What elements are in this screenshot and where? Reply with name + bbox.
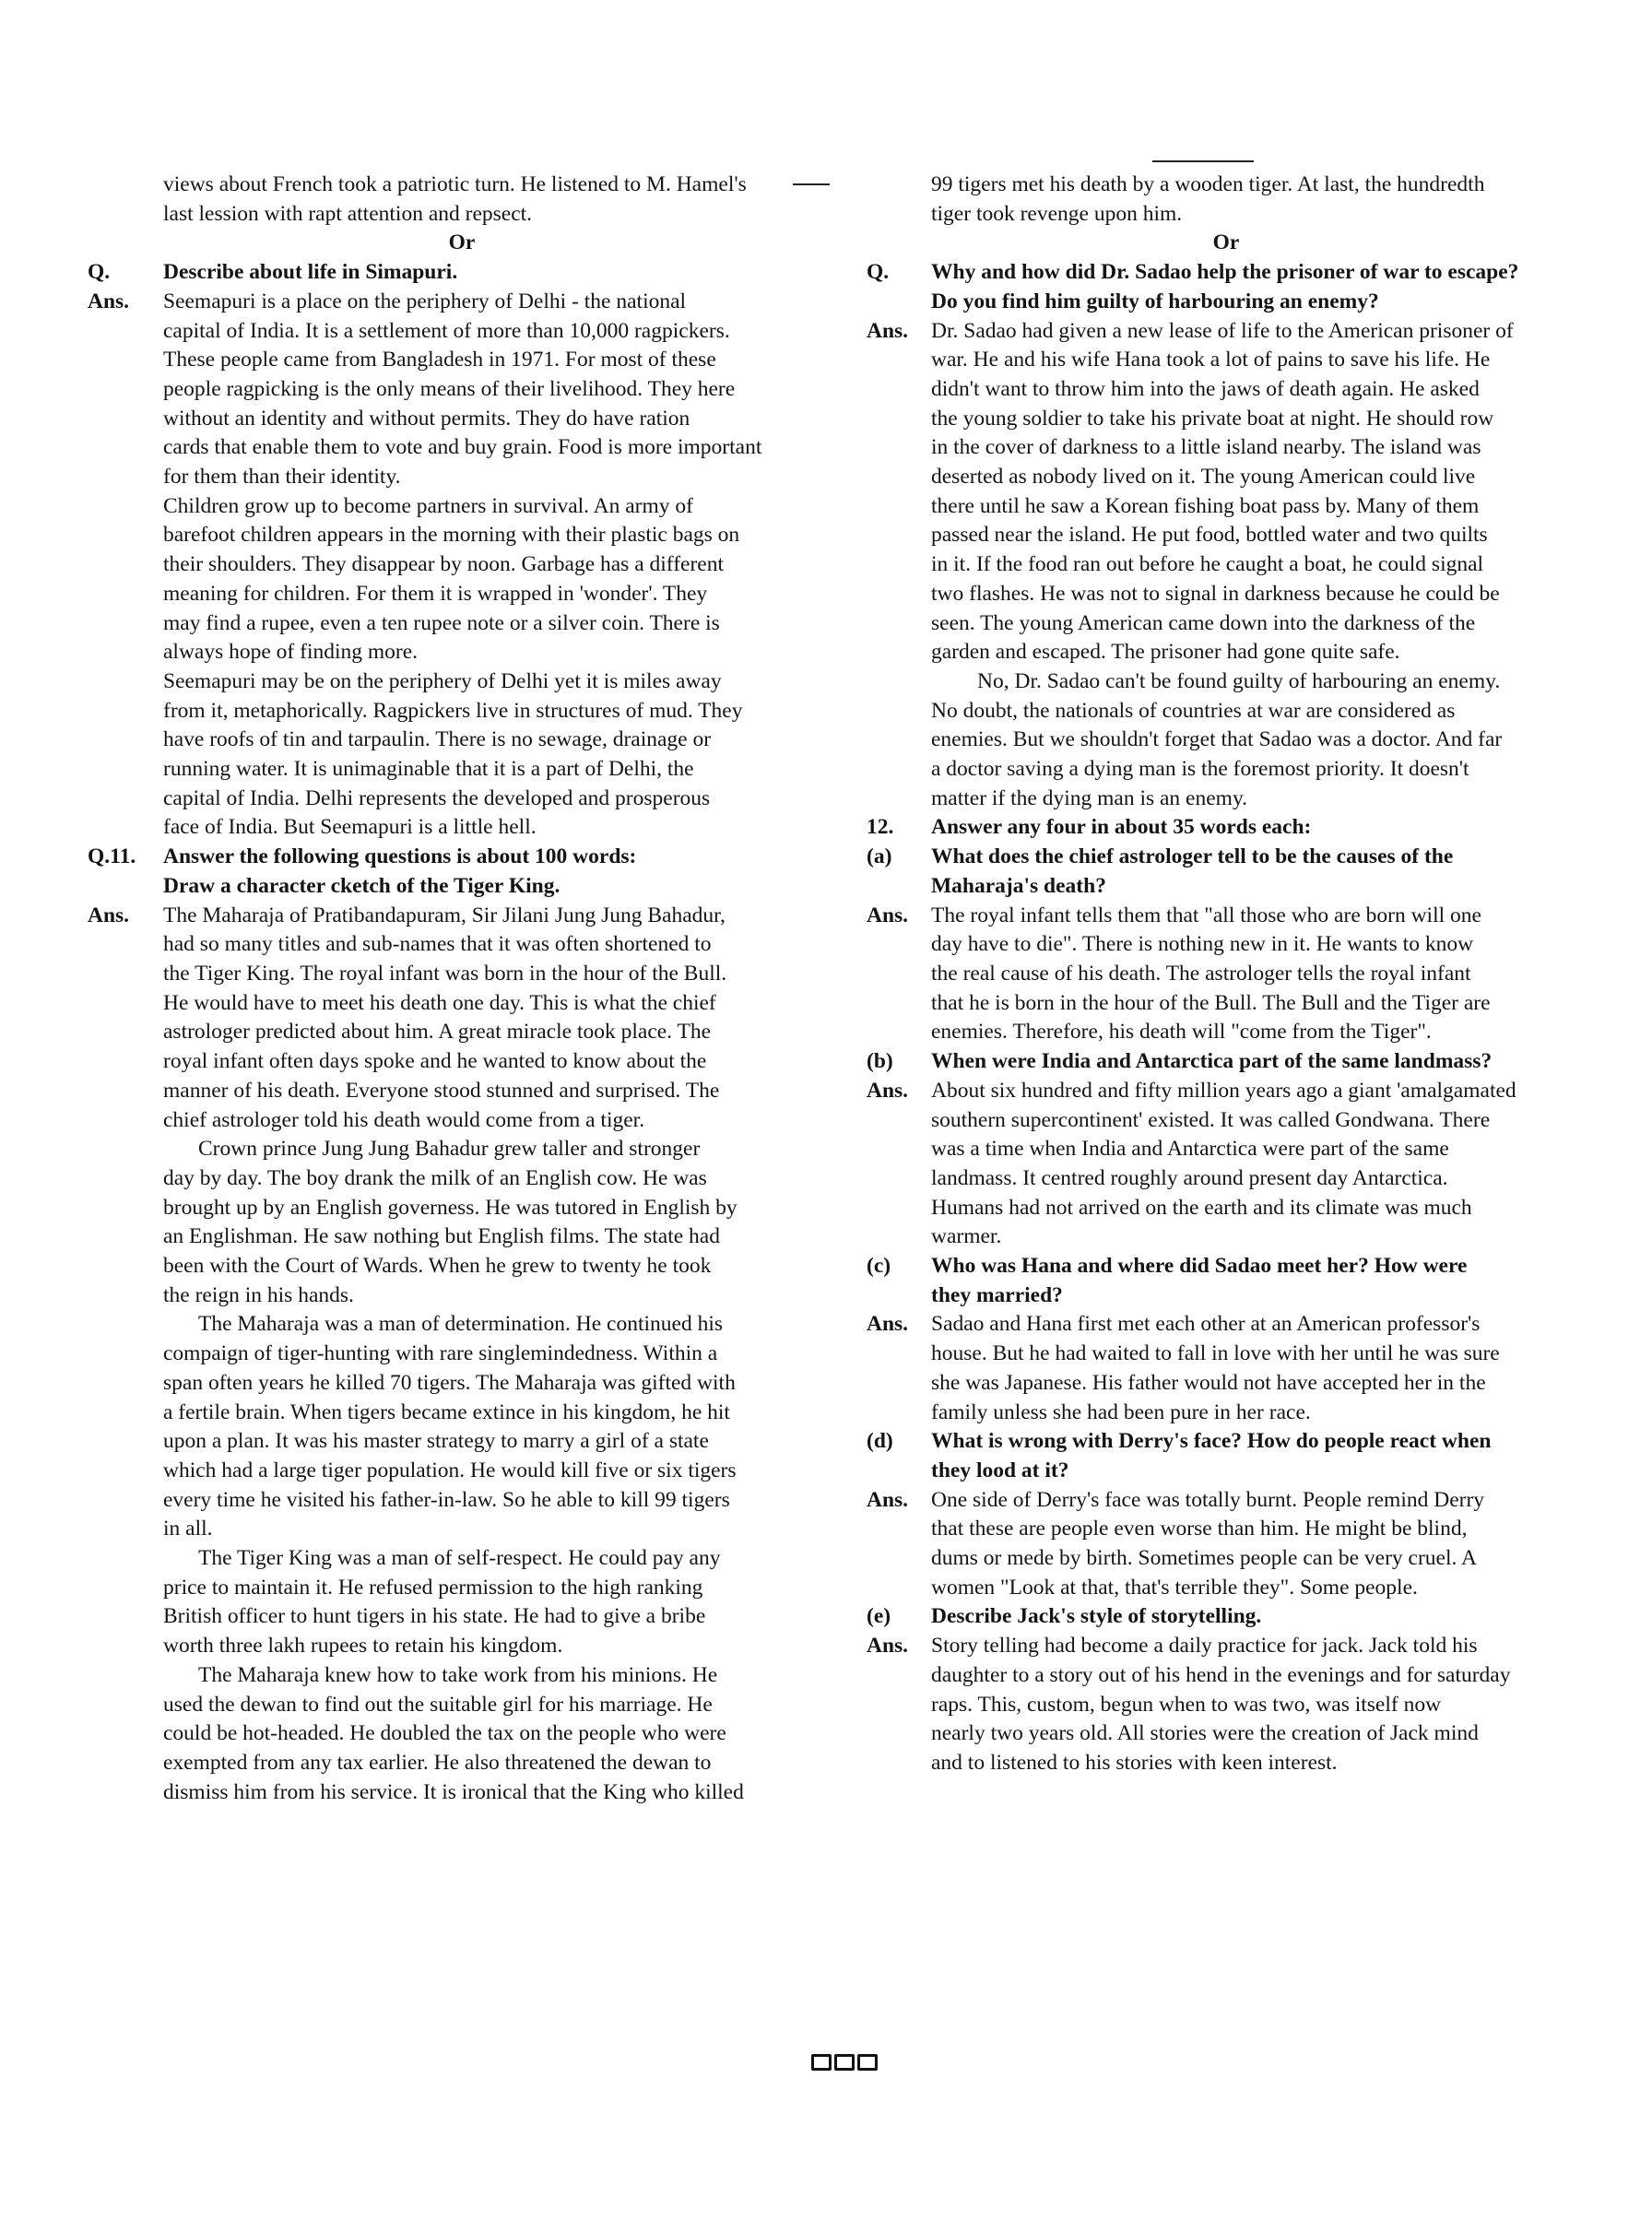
answer-line: may find a rupee, even a ten rupee note or a silver coin. There is (163, 610, 720, 635)
answer-label: Ans. (88, 289, 130, 313)
scan-rule (1152, 160, 1254, 162)
answer-line: The Maharaja was a man of determination. He continued his (198, 1312, 724, 1337)
answer-line: No doubt, the nationals of countries at war are considered as (931, 698, 1456, 723)
answer-line: Ans. About six hundred and fifty million years ago a giant 'amalgamated (867, 1077, 1586, 1106)
answer-line: for them than their identity. (163, 465, 401, 490)
answer-line: capital of India. Delhi represents the developed and prosperous (163, 785, 711, 810)
answer-line: an Englishman. He saw nothing but English films. The state had (163, 1224, 720, 1249)
sub-question-label: (a) (867, 844, 892, 869)
question-heading: Do you find him guilty of harbouring an enemy? (931, 289, 1379, 313)
question-label: Q. (867, 260, 890, 285)
answer-line: their shoulders. They disappear by noon. Garbage has a different (163, 552, 724, 577)
answer-line: in all. (163, 1517, 213, 1541)
answer-label: Ans. (867, 1312, 909, 1337)
answer-line: enemies. But we shouldn't forget that Sadao was a doctor. And far (931, 727, 1503, 752)
answer-line: Crown prince Jung Jung Bahadur grew taller and stronger (198, 1137, 701, 1162)
answer-line: face of India. But Seemapuri is a little hell. (163, 815, 537, 840)
answer-line: He would have to meet his death one day. This is what the chief (163, 990, 716, 1015)
answer-line: worth three lakh rupees to retain his kingdom. (163, 1634, 563, 1659)
answer-line: capital of India. It is a settlement of more than 10,000 ragpickers. (163, 318, 730, 343)
answer-line: women "Look at that, that's terrible they". Some people. (931, 1575, 1418, 1600)
scan-rule (793, 183, 830, 185)
continuation-line: tiger took revenge upon him. (931, 201, 1183, 226)
answer-line: people ragpicking is the only means of their livelihood. They here (163, 376, 736, 401)
answer-line: brought up by an English governess. He was tutored in English by (163, 1195, 738, 1220)
answer-line: barefoot children appears in the morning with their plastic bags on (163, 523, 740, 548)
answer-label: Ans. (867, 1078, 909, 1103)
answer-line: house. But he had waited to fall in love with her until he was sure (931, 1341, 1500, 1366)
answer-line: every time he visited his father-in-law. So he able to kill 99 tigers (163, 1487, 730, 1512)
answer-line: warmer. (931, 1224, 1002, 1249)
answer-line: raps. This, custom, begun when to was two, was itself now (931, 1692, 1442, 1717)
answer-line: daughter to a story out of his hend in the evenings and for saturday (931, 1662, 1511, 1687)
sub-question: (a) What does the chief astrologer tell to be the causes of the (867, 843, 1586, 872)
answer-line: Children grow up to become partners in survival. An army of (163, 493, 693, 518)
sub-question: (c) Who was Hana and where did Sadao meet her? How were (867, 1252, 1586, 1281)
answer-line: matter if the dying man is an enemy. (931, 785, 1248, 810)
answer-line: Ans. Sadao and Hana first met each other at an American professor's (867, 1310, 1586, 1340)
answer-line: southern supercontinent' existed. It was called Gondwana. There (931, 1107, 1491, 1132)
sub-question: Maharaja's death? (931, 873, 1106, 898)
question-heading (88, 258, 836, 288)
sub-question-label: (b) (867, 1049, 893, 1074)
or-divider: Or (448, 230, 476, 255)
sub-question: (b) When were India and Antarctica part of the same landmass? (867, 1047, 1586, 1077)
answer-line: the reign in his hands. (163, 1282, 354, 1307)
intro-line: last lession with rapt attention and repsect. (163, 201, 533, 226)
answer-line: Ans. The Maharaja of Pratibandapuram, Sir Jilani Jung Jung Bahadur, (88, 902, 836, 931)
sub-question-label: (d) (867, 1429, 893, 1454)
question-label: Q.11. (88, 844, 136, 869)
answer-line: span often years he killed 70 tigers. The Maharaja was gifted with (163, 1370, 736, 1395)
answer-line: the real cause of his death. The astrologer tells the royal infant (931, 961, 1471, 986)
answer-line: the Tiger King. The royal infant was born in the hour of the Bull. (163, 961, 727, 986)
answer-line: astrologer predicted about him. A great miracle took place. The (163, 1020, 712, 1045)
answer-line: dismiss him from his service. It is ironical that the King who killed (163, 1779, 744, 1804)
answer-line: a fertile brain. When tigers became extince in his kingdom, he hit (163, 1399, 730, 1424)
answer-line: in the cover of darkness to a little island nearby. The island was (931, 435, 1481, 460)
right-column (867, 171, 1586, 1778)
answer-line: used the dewan to find out the suitable girl for his marriage. He (163, 1692, 713, 1717)
answer-line: Humans had not arrived on the earth and its climate was much (931, 1195, 1472, 1220)
answer-line: without an identity and without permits. They do have ration (163, 406, 690, 431)
answer-line: cards that enable them to vote and buy grain. Food is more important (163, 435, 762, 460)
answer-line: These people came from Bangladesh in 1971. For most of these (163, 348, 716, 372)
sub-question-label: (e) (867, 1604, 891, 1629)
answer-line: exempted from any tax earlier. He also threatened the dewan to (163, 1750, 712, 1775)
or-divider: Or (1212, 230, 1240, 255)
answer-label: Ans. (867, 1487, 909, 1512)
question-label: 12. (867, 815, 894, 840)
answer-line: upon a plan. It was his master strategy to marry a girl of a state (163, 1429, 709, 1454)
answer-line: compaign of tiger-hunting with rare singlemindedness. Within a (163, 1341, 718, 1366)
question-text: Draw a character cketch of the Tiger King. (163, 873, 560, 898)
answer-line: been with the Court of Wards. When he grew to twenty he took (163, 1254, 712, 1279)
answer-line: she was Japanese. His father would not have accepted her in the (931, 1370, 1486, 1395)
answer-line: in it. If the food ran out before he caught a boat, he could signal (931, 552, 1484, 577)
answer-line: day by day. The boy drank the milk of an English cow. He was (163, 1165, 707, 1190)
answer-line: meaning for children. For them it is wrapped in 'wonder'. They (163, 581, 708, 606)
answer-line: Ans. Seemapuri is a place on the periphery of Delhi - the national (88, 288, 836, 317)
sub-question-label: (c) (867, 1254, 891, 1279)
answer-line: The Maharaja knew how to take work from his minions. He (198, 1662, 718, 1687)
answer-line: which had a large tiger population. He would kill five or six tigers (163, 1458, 737, 1482)
answer-line: didn't want to throw him into the jaws of death again. He asked (931, 376, 1480, 401)
section-heading-text: Answer the following questions is about 100 words: (163, 844, 637, 869)
answer-line: manner of his death. Everyone stood stunned and surprised. The (163, 1078, 720, 1103)
end-mark-icon (811, 2054, 878, 2071)
answer-line: Ans. Dr. Sadao had given a new lease of life to the American prisoner of (867, 317, 1586, 347)
answer-line: war. He and his wife Hana took a lot of pains to save his life. He (931, 348, 1491, 372)
sub-question: they lood at it? (931, 1458, 1069, 1482)
answer-label: Ans. (867, 903, 909, 927)
answer-line: Ans. Story telling had become a daily practice for jack. Jack told his (867, 1632, 1586, 1661)
question-text: Describe about life in Simapuri. (163, 260, 458, 285)
answer-line: two flashes. He was not to signal in darkness because he could be (931, 581, 1500, 606)
answer-line: British officer to hunt tigers in his state. He had to give a bribe (163, 1604, 706, 1629)
answer-line: Seemapuri may be on the periphery of Delhi yet it is miles away (163, 668, 722, 693)
answer-line: could be hot-headed. He doubled the tax on the people who were (163, 1721, 726, 1746)
section-heading: 12. Answer any four in about 35 words each: (867, 813, 1586, 843)
answer-line: chief astrologer told his death would come from a tiger. (163, 1107, 645, 1132)
intro-line: views about French took a patriotic turn. He listened to M. Hamel's (163, 172, 747, 196)
answer-line: was a time when India and Antarctica were part of the same (931, 1137, 1449, 1162)
answer-line: garden and escaped. The prisoner had gone quite safe. (931, 640, 1400, 665)
section-heading (88, 843, 836, 872)
answer-line: family unless she had been pure in her race. (931, 1399, 1311, 1424)
answer-line: and to listened to his stories with keen interest. (931, 1750, 1338, 1775)
answer-line: Ans. The royal infant tells them that "all those who are born will one (867, 902, 1586, 931)
answer-line: Ans. One side of Derry's face was totally burnt. People remind Derry (867, 1486, 1586, 1516)
answer-line: there until he saw a Korean fishing boat pass by. Many of them (931, 493, 1480, 518)
answer-line: have roofs of tin and tarpaulin. There is no sewage, drainage or (163, 727, 712, 752)
left-column (88, 171, 836, 1807)
answer-line: a doctor saving a dying man is the foremost priority. It doesn't (931, 757, 1469, 782)
answer-line: dums or mede by birth. Sometimes people can be very cruel. A (931, 1546, 1477, 1571)
answer-line: price to maintain it. He refused permission to the high ranking (163, 1575, 703, 1600)
answer-line: The Tiger King was a man of self-respect. He could pay any (198, 1546, 721, 1571)
answer-line: always hope of finding more. (163, 640, 419, 665)
answer-line: landmass. It centred roughly around present day Antarctica. (931, 1165, 1448, 1190)
answer-line: the young soldier to take his private boat at night. He should row (931, 406, 1494, 431)
question-heading: Q. Why and how did Dr. Sadao help the prisoner of war to escape? (867, 258, 1586, 288)
answer-line: seen. The young American came down into the darkness of the (931, 610, 1476, 635)
answer-line: royal infant often days spoke and he wanted to know about the (163, 1049, 707, 1074)
answer-label: Ans. (88, 903, 130, 927)
sub-question: they married? (931, 1282, 1063, 1307)
question-label: Q. (88, 260, 111, 285)
answer-line: passed near the island. He put food, bottled water and two quilts (931, 523, 1488, 548)
answer-line: had so many titles and sub-names that it was often shortened to (163, 932, 712, 957)
answer-line: running water. It is unimaginable that it is a part of Delhi, the (163, 757, 694, 782)
answer-line: that he is born in the hour of the Bull. The Bull and the Tiger are (931, 990, 1491, 1015)
continuation-line: 99 tigers met his death by a wooden tiger. At last, the hundredth (931, 172, 1485, 196)
answer-line: No, Dr. Sadao can't be found guilty of harbouring an enemy. (977, 668, 1501, 693)
answer-line: deserted as nobody lived on it. The young American could live (931, 465, 1476, 490)
answer-line: nearly two years old. All stories were the creation of Jack mind (931, 1721, 1479, 1746)
sub-question: (d) What is wrong with Derry's face? How do people react when (867, 1427, 1586, 1457)
answer-line: enemies. Therefore, his death will "come from the Tiger". (931, 1020, 1432, 1045)
answer-label: Ans. (867, 1634, 909, 1659)
answer-line: that these are people even worse than him. He might be blind, (931, 1517, 1468, 1541)
sub-question: (e) Describe Jack's style of storytelling. (867, 1602, 1586, 1632)
answer-line: day have to die". There is nothing new in it. He wants to know (931, 932, 1474, 957)
answer-label: Ans. (867, 318, 909, 343)
answer-line: from it, metaphorically. Ragpickers live in structures of mud. They (163, 698, 743, 723)
